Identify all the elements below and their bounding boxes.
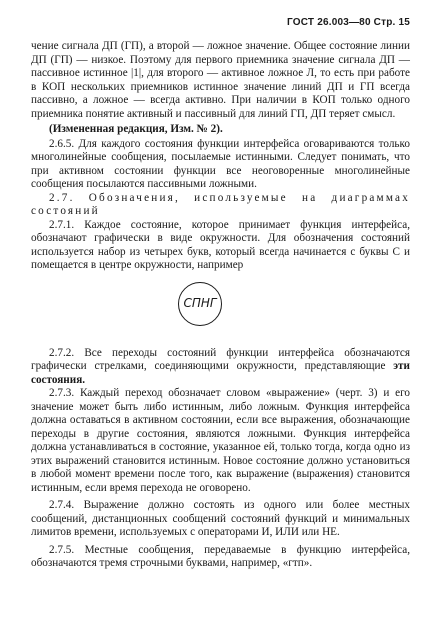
- paragraph-continuation: чение сигнала ДП (ГП), а второй — ложное значение. Общее состояние линии ДП (ГП) — низкое. Поэтому для первого приемника значение сигнала ДП — пассивное истинное |1|, для второго — активное ложное Л, то есть при работе в КОП нескольких приемников истинное значение линий ДП и ГП всегда пассивно, а ложное — всегда активно. При наличии в КОП только одного приемника понятие активный и пассивный для линий ГП, ДП теряет смысл.: [31, 40, 410, 120]
- paragraph-2-7-3: 2.7.3. Каждый переход обозначает словом «выражение» (черт. 3) и его значение может быть либо истинным, либо ложным. Функция интерфейса должна оставаться в активном состоянии, если все выражения, обозначающие переходы в другие состояния, являются ложными. Функция интерфейса должна устанавливаться в состояние, указанное ей, только тогда, когда одно из этих выражений становится истинным. Новое состояние должно установиться в любой момент времени после того, как выражение (выражения) становится истинным, если время перехода не оговорено.: [31, 387, 410, 494]
- revision-note: (Измененная редакция, Изм. № 2).: [49, 123, 223, 135]
- paragraph-2-7-2-text: 2.7.2. Все переходы состояний функции интерфейса обозначаются графически стрелками, соединяющими окружности, представляющие: [31, 346, 410, 372]
- state-circle: [178, 282, 222, 326]
- paragraph-2-7-2: [31, 347, 410, 388]
- state-diagram-example: [31, 279, 410, 339]
- paragraph-2-7-2-bold: эти состояния.: [31, 360, 410, 386]
- section-heading-2-7: 2.7. Обозначения, используемые на диаграммах состояний: [31, 191, 410, 217]
- document-body: [31, 40, 410, 571]
- state-circle-label: СПНГ: [183, 295, 217, 310]
- paragraph-2-7-5: 2.7.5. Местные сообщения, передаваемые в функцию интерфейса, обозначаются тремя строчными буквами, например, «гтп».: [31, 543, 410, 569]
- page-header: ГОСТ 26.003—80 Стр. 15: [287, 17, 410, 28]
- paragraph-2-7-1: 2.7.1. Каждое состояние, которое принимает функция интерфейса, обозначают графически в виде окружности. Для обозначения состояний используется набор из четырех букв, который всегда начинается с буквы С и помещается в центре окружности, например: [31, 218, 410, 271]
- paragraph-2-7-4: 2.7.4. Выражение должно состоять из одного или более местных сообщений, дистанционных сообщений состояний функций и минимальных лимитов времени, используемых с операторами И, ИЛИ или НЕ.: [31, 499, 410, 538]
- paragraph-2-6-5: 2.6.5. Для каждого состояния функции интерфейса оговариваются только многолинейные сообщения, посылаемые истинными. Следует понимать, что при активном состоянии функции все неоговоренные многолинейные сообщения посылаются пассивными ложными.: [31, 137, 410, 190]
